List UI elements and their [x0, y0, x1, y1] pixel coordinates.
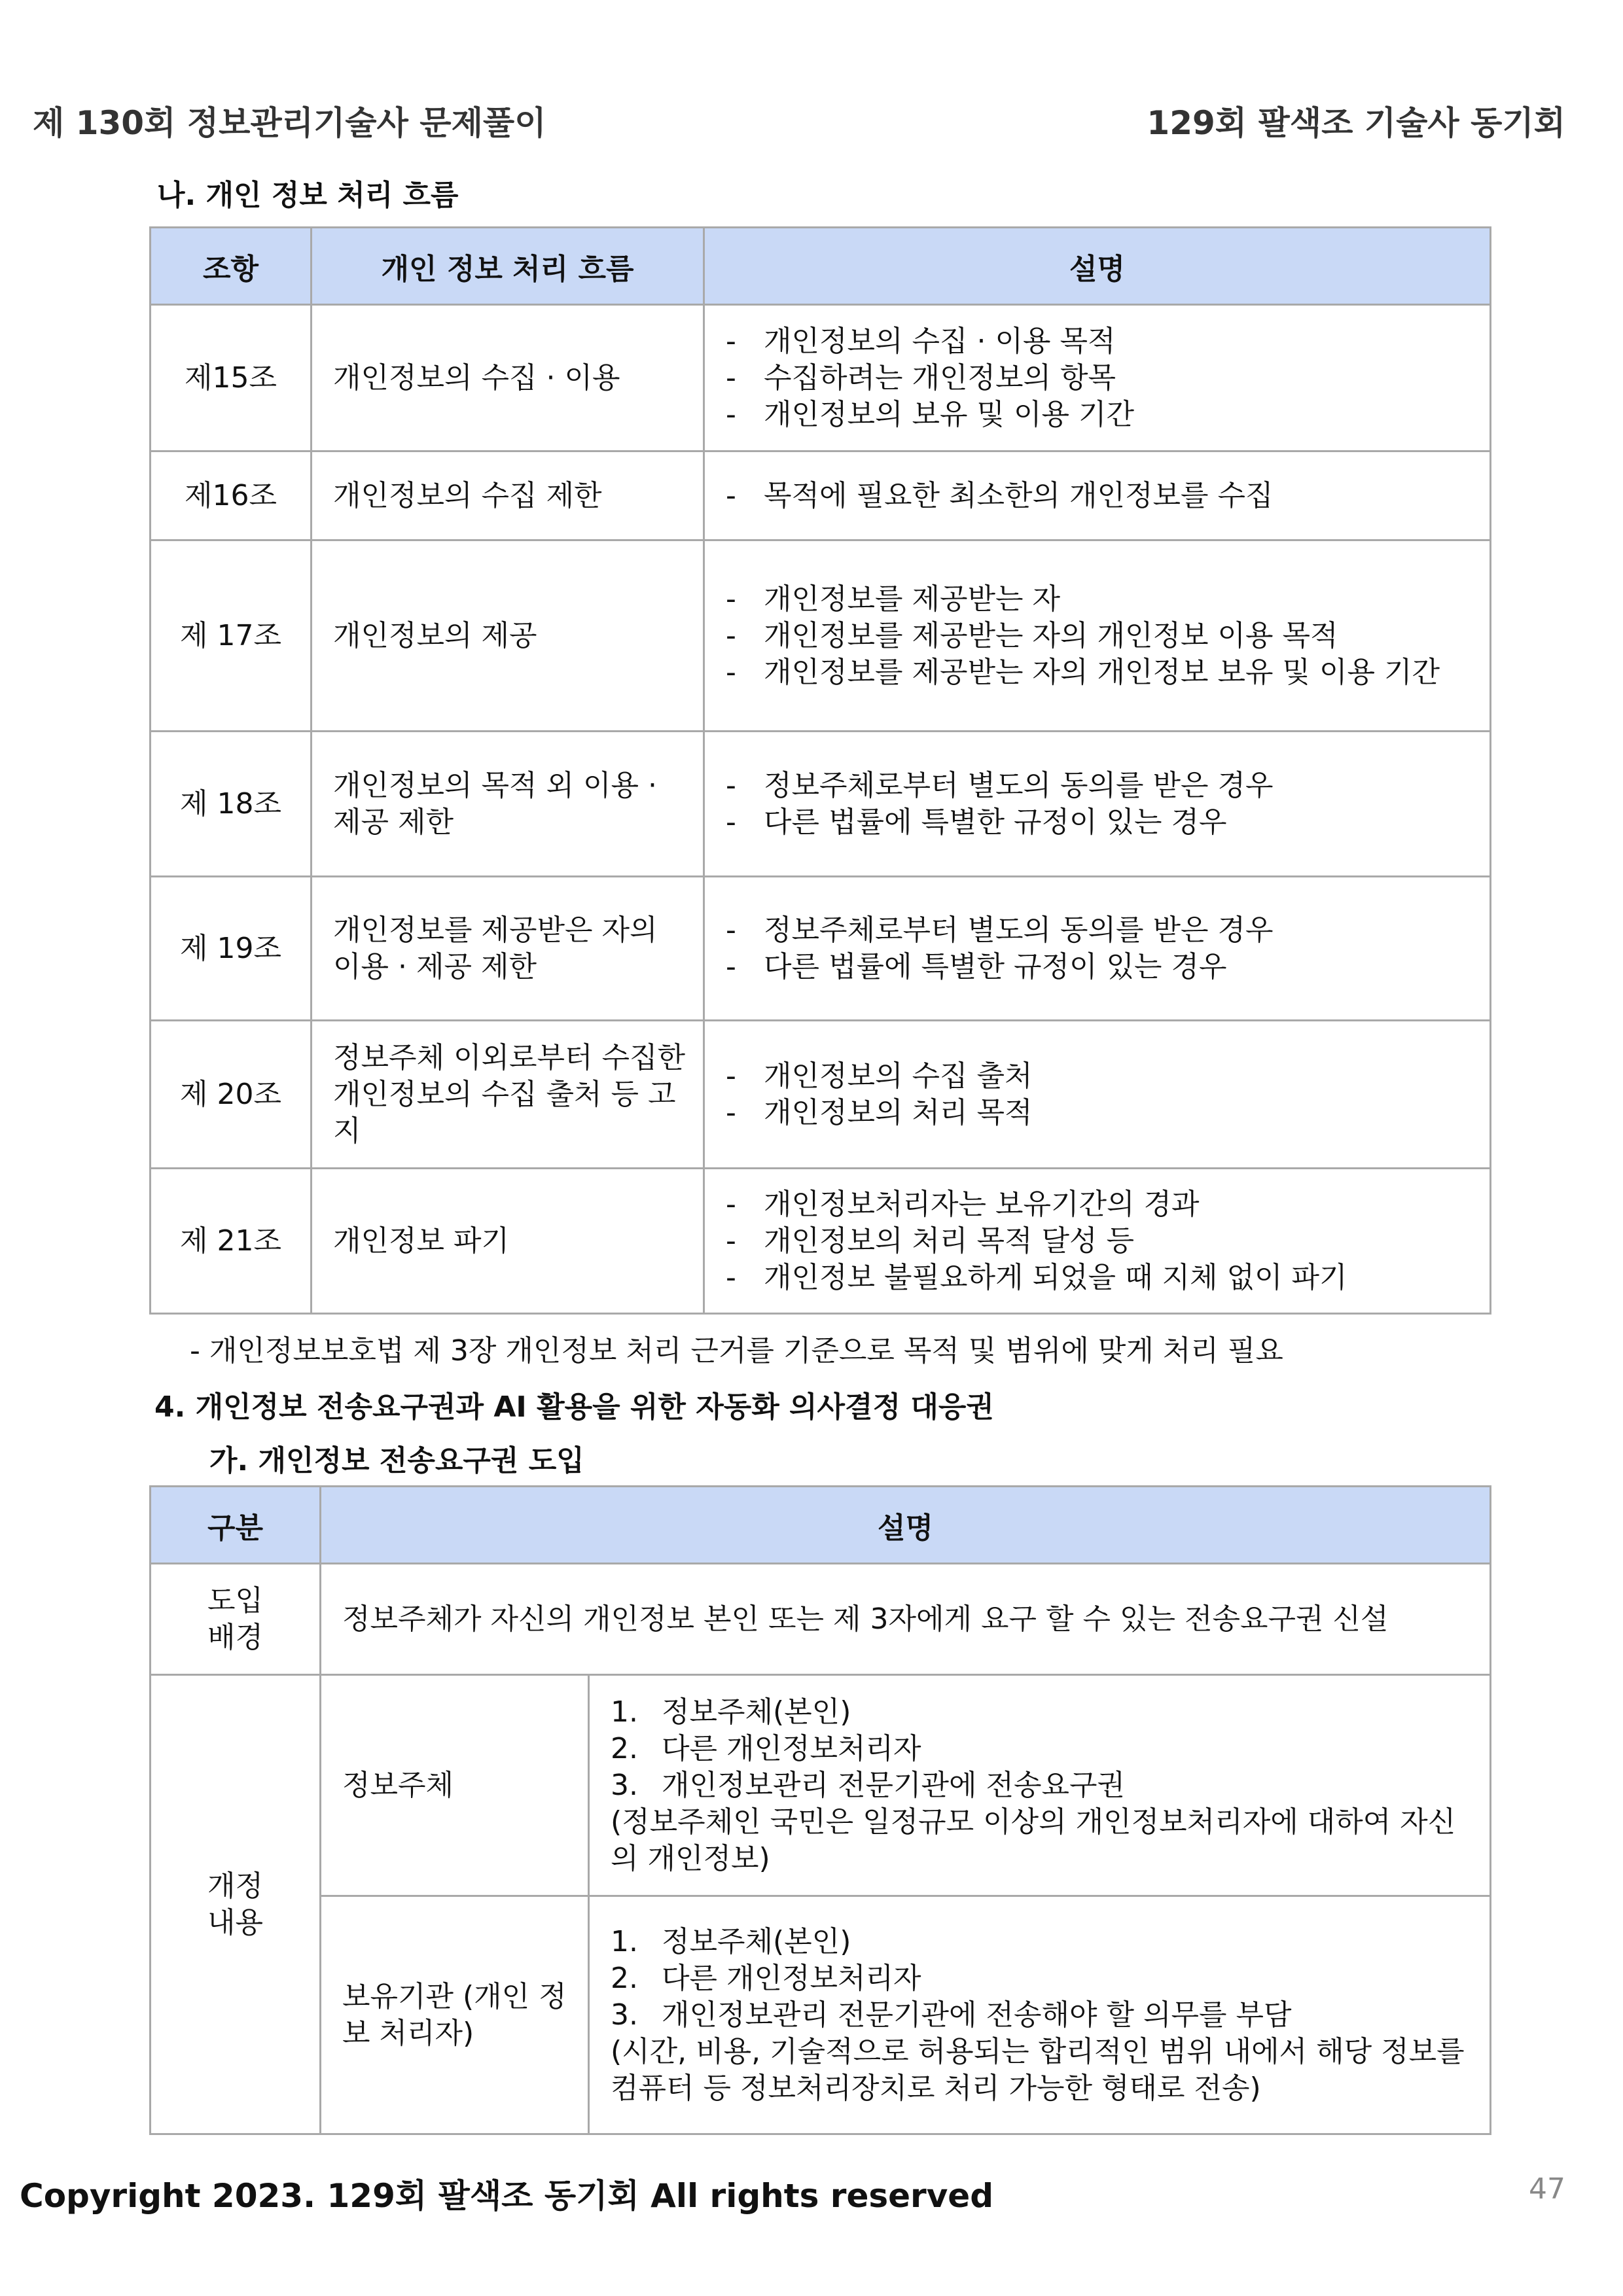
- table-row: [151, 451, 1491, 540]
- item-desc: [589, 1896, 1491, 2134]
- list-number: 3.: [611, 1998, 638, 2032]
- list-item: - 개인정보의 수집 · 이용 목적: [726, 323, 1474, 360]
- list-text: 다른 개인정보처리자: [662, 1731, 921, 1765]
- list-number: 1.: [611, 1924, 638, 1958]
- article-cell: 제 19조: [151, 877, 312, 1021]
- item-note: (시간, 비용, 기술적으로 허용되는 합리적인 범위 내에서 해당 정보를 컴퓨터 등 정보처리장치로 처리 가능한 형태로 전송): [611, 2034, 1465, 2105]
- table-row: [151, 1896, 1491, 2134]
- background-label: 도입 배경: [151, 1564, 321, 1675]
- article-cell: 제 21조: [151, 1169, 312, 1314]
- table-row: [151, 1169, 1491, 1314]
- article-cell: 제 17조: [151, 540, 312, 732]
- desc-cell: [704, 451, 1491, 540]
- column-header-article: 조항: [151, 228, 312, 305]
- flow-cell: 개인정보의 제공: [312, 540, 704, 732]
- processing-flow-table: [149, 226, 1491, 1315]
- list-number: 3.: [611, 1768, 638, 1802]
- section-na-title: 나. 개인 정보 처리 흐름: [157, 179, 459, 212]
- list-number: 2.: [611, 1731, 638, 1765]
- list-item: - 다른 법률에 특별한 규정이 있는 경우: [726, 949, 1474, 985]
- column-header-desc: 설명: [321, 1487, 1491, 1564]
- item-note: (정보주체인 국민은 일정규모 이상의 개인정보처리자에 대하여 자신의 개인정보): [611, 1805, 1456, 1875]
- list-item: [611, 1997, 1474, 2034]
- desc-cell: [704, 305, 1491, 451]
- table-row: [151, 877, 1491, 1021]
- list-item: - 수집하려는 개인정보의 항목: [726, 360, 1474, 397]
- list-item: - 다른 법률에 특별한 규정이 있는 경우: [726, 804, 1474, 841]
- list-text: 개인정보관리 전문기관에 전송해야 할 의무를 부담: [662, 1998, 1292, 2032]
- table-row: [151, 540, 1491, 732]
- flow-cell: 개인정보를 제공받은 자의 이용 · 제공 제한: [312, 877, 704, 1021]
- list-item: - 개인정보 불필요하게 되었을 때 지체 없이 파기: [726, 1260, 1474, 1296]
- list-item: - 개인정보의 보유 및 이용 기간: [726, 397, 1474, 433]
- list-item: [611, 1924, 1474, 1960]
- table-header-row: [151, 228, 1491, 305]
- section-4-title: 4. 개인정보 전송요구권과 AI 활용을 위한 자동화 의사결정 대응권: [154, 1390, 994, 1424]
- item-label: 정보주체: [321, 1675, 589, 1896]
- header-title-right: 129회 팔색조 기술사 동기회: [1147, 104, 1565, 142]
- list-text: 개인정보관리 전문기관에 전송요구권: [662, 1768, 1126, 1802]
- background-desc: 정보주체가 자신의 개인정보 본인 또는 제 3자에게 요구 할 수 있는 전송요구권 신설: [321, 1564, 1491, 1675]
- list-item: - 개인정보를 제공받는 자의 개인정보 보유 및 이용 기간: [726, 654, 1474, 691]
- list-item: - 개인정보의 처리 목적 달성 등: [726, 1223, 1474, 1260]
- list-item: [611, 1731, 1474, 1767]
- section-4-subtitle: 가. 개인정보 전송요구권 도입: [209, 1444, 584, 1477]
- table-row: [151, 1021, 1491, 1169]
- list-item: - 개인정보의 수집 출처: [726, 1058, 1474, 1095]
- desc-cell: [704, 540, 1491, 732]
- desc-cell: [704, 877, 1491, 1021]
- article-cell: 제 18조: [151, 732, 312, 877]
- list-item: - 개인정보처리자는 보유기간의 경과: [726, 1186, 1474, 1223]
- list-text: 정보주체(본인): [662, 1924, 851, 1958]
- table-row: [151, 305, 1491, 451]
- column-header-desc: 설명: [704, 228, 1491, 305]
- list-item: - 개인정보를 제공받는 자의 개인정보 이용 목적: [726, 618, 1474, 654]
- list-item: - 개인정보의 처리 목적: [726, 1095, 1474, 1131]
- column-header-flow: 개인 정보 처리 흐름: [312, 228, 704, 305]
- table-row: [151, 732, 1491, 877]
- list-item: - 정보주체로부터 별도의 동의를 받은 경우: [726, 912, 1474, 949]
- header-title-left: 제 130회 정보관리기술사 문제풀이: [33, 104, 546, 142]
- article-cell: 제16조: [151, 451, 312, 540]
- page-number: 47: [1529, 2172, 1565, 2206]
- table-row: [151, 1564, 1491, 1675]
- list-item: - 개인정보를 제공받는 자: [726, 581, 1474, 618]
- desc-cell: [704, 1169, 1491, 1314]
- table-row: [151, 1675, 1491, 1896]
- copyright-footer: Copyright 2023. 129회 팔색조 동기회 All rights reserved: [20, 2177, 994, 2215]
- list-text: 정보주체(본인): [662, 1695, 851, 1729]
- list-item: - 목적에 필요한 최소한의 개인정보를 수집: [726, 478, 1474, 514]
- flow-cell: 개인정보의 목적 외 이용 · 제공 제한: [312, 732, 704, 877]
- transfer-right-table: [149, 1485, 1491, 2135]
- list-number: 1.: [611, 1695, 638, 1729]
- flow-cell: 개인정보의 수집 · 이용: [312, 305, 704, 451]
- list-item: [611, 1767, 1474, 1804]
- flow-cell: 정보주체 이외로부터 수집한 개인정보의 수집 출처 등 고지: [312, 1021, 704, 1169]
- list-item: - 정보주체로부터 별도의 동의를 받은 경우: [726, 768, 1474, 804]
- content-label: 개정 내용: [151, 1675, 321, 2134]
- flow-cell: 개인정보의 수집 제한: [312, 451, 704, 540]
- article-cell: 제15조: [151, 305, 312, 451]
- item-desc: [589, 1675, 1491, 1896]
- table-header-row: [151, 1487, 1491, 1564]
- list-item: [611, 1960, 1474, 1997]
- desc-cell: [704, 732, 1491, 877]
- flow-cell: 개인정보 파기: [312, 1169, 704, 1314]
- item-label: 보유기관 (개인 정보 처리자): [321, 1896, 589, 2134]
- list-item: [611, 1694, 1474, 1731]
- desc-cell: [704, 1021, 1491, 1169]
- list-text: 다른 개인정보처리자: [662, 1961, 921, 1995]
- column-header-category: 구분: [151, 1487, 321, 1564]
- footnote: - 개인정보보호법 제 3장 개인정보 처리 근거를 기준으로 목적 및 범위에 맞게 처리 필요: [190, 1334, 1283, 1368]
- list-number: 2.: [611, 1961, 638, 1995]
- article-cell: 제 20조: [151, 1021, 312, 1169]
